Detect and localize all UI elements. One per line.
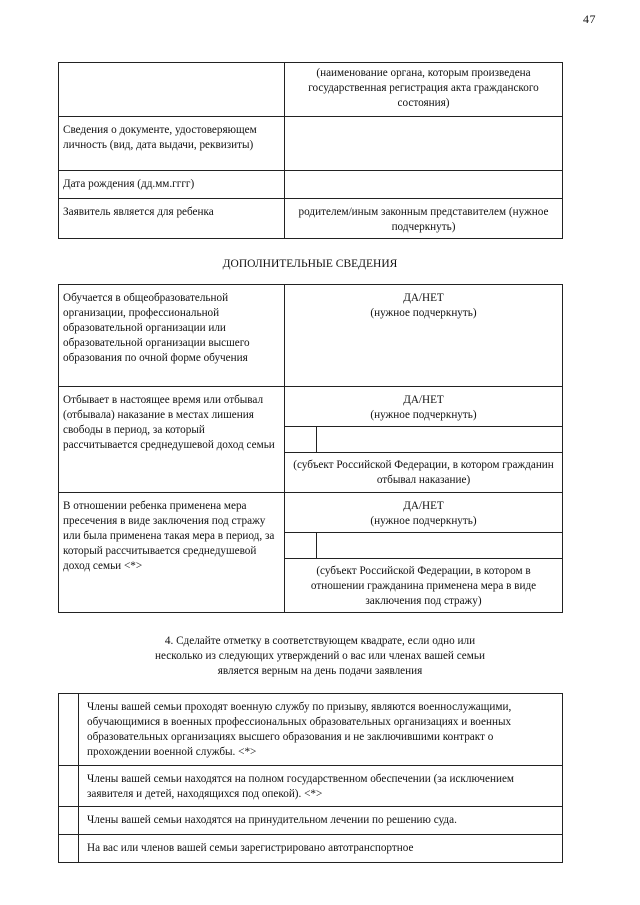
custody-checkbox[interactable] [285,533,317,559]
applicant-role-label: Заявитель является для ребенка [59,199,285,239]
identity-document-field[interactable] [285,117,563,171]
prison-label: Отбывает в настоящее время или отбывал (отбывала) наказание в местах лишения свободы в период, за который рассчитывается среднедушевой доход семьи [59,387,285,493]
section-4-instruction: 4. Сделайте отметку в соответствующем квадрате, если одно или несколько из следующих утверждений о вас или членах вашей семьи является верным на день подачи заявления [155,635,485,677]
study-answer[interactable] [285,285,563,387]
prison-answer[interactable] [285,387,563,427]
statement-checkbox[interactable] [59,835,79,863]
applicant-role-value[interactable]: родителем/иным законным представителем (нужное подчеркнуть) [285,199,563,239]
study-hint: (нужное подчеркнуть) [370,307,477,319]
statement-checkbox[interactable] [59,807,79,835]
statement-compulsory-treatment: Члены вашей семьи находятся на принудительном лечении по решению суда. [79,807,563,835]
custody-hint: (нужное подчеркнуть) [370,515,477,527]
statement-checkbox[interactable] [59,766,79,807]
custody-yes-no[interactable]: ДА/НЕТ [403,500,444,512]
custody-label: В отношении ребенка применена мера пресечения в виде заключения под стражу или была применена такая мера в период, за который рассчитывается среднедушевой доход семьи <*> [59,493,285,613]
prison-checkbox[interactable] [285,427,317,453]
custody-answer[interactable] [285,493,563,533]
statement-registered-vehicle: На вас или членов вашей семьи зарегистрировано автотранспортное [79,835,563,863]
prison-region-note: (субъект Российской Федерации, в котором гражданин отбывал наказание) [285,453,563,493]
prison-region-field[interactable] [317,427,563,453]
additional-info-heading: ДОПОЛНИТЕЛЬНЫЕ СВЕДЕНИЯ [222,258,398,270]
prison-yes-no[interactable]: ДА/НЕТ [403,394,444,406]
custody-region-field[interactable] [317,533,563,559]
additional-info-table [58,284,563,613]
registration-organ-note: (наименование органа, которым произведена государственная регистрация акта гражданского состояния) [285,63,563,117]
birth-date-field[interactable] [285,171,563,199]
page-number: 47 [583,12,596,26]
study-yes-no[interactable]: ДА/НЕТ [403,292,444,304]
empty-cell [59,63,285,117]
custody-region-note: (субъект Российской Федерации, в котором в отношении гражданина применена мера в виде заключения под стражу) [285,559,563,613]
statement-military-service: Члены вашей семьи проходят военную службу по призыву, являются военнослужащими, обучающимися в военных профессиональных образовательных организациях и военных образовательных организациях высшего образования и не заключившими контракт о прохождении военной службы. <*> [79,694,563,766]
birth-date-label: Дата рождения (дд.мм.гггг) [59,171,285,199]
identity-document-label: Сведения о документе, удостоверяющем личность (вид, дата выдачи, реквизиты) [59,117,285,171]
family-statements-checklist [58,693,563,863]
statement-checkbox[interactable] [59,694,79,766]
prison-hint: (нужное подчеркнуть) [370,409,477,421]
study-label: Обучается в общеобразовательной организации, профессиональной образовательной организации или образовательной организации высшего образования по очной форме обучения [59,285,285,387]
statement-state-support: Члены вашей семьи находятся на полном государственном обеспечении (за исключением заявителя и детей, находящихся под опекой). <*> [79,766,563,807]
applicant-info-table [58,62,563,239]
